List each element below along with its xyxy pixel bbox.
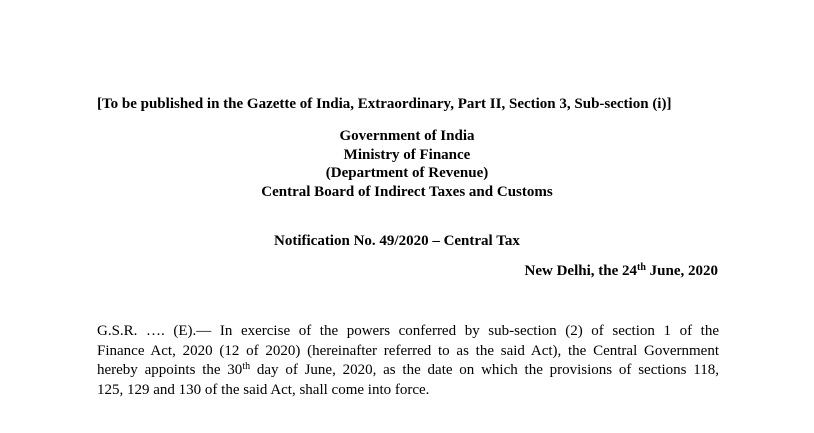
dateline-rest: June, 2020 xyxy=(645,263,718,279)
dateline-prefix: New Delhi, the 24 xyxy=(524,263,637,279)
department-name: (Department of Revenue) xyxy=(325,165,489,182)
board-name: Central Board of Indirect Taxes and Customs xyxy=(261,183,553,200)
body-line-3-suffix: th xyxy=(242,361,251,372)
ministry-name: Ministry of Finance xyxy=(343,146,471,163)
body-line-2: Finance Act, 2020 (12 of 2020) (hereinafter referred to as the said Act), the Central Government xyxy=(97,342,719,359)
place-and-date xyxy=(525,262,719,280)
gazette-publication-note: [To be published in the Gazette of India, Extraordinary, Part II, Section 3, Sub-section (i)] xyxy=(97,96,672,112)
dateline-day-suffix: th xyxy=(637,262,646,273)
issuing-authority-block xyxy=(0,127,814,201)
government-name: Government of India xyxy=(339,128,475,144)
body-line-3-rest: day of June, 2020, as the date on which the provisions of sections 118, xyxy=(250,362,719,378)
notification-number: Notification No. 49/2020 – Central Tax xyxy=(274,233,520,249)
body-line-3-prefix: hereby appoints the 30 xyxy=(97,362,243,378)
body-line-4: 125, 129 and 130 of the said Act, shall come into force. xyxy=(97,381,430,398)
notification-body xyxy=(97,322,719,400)
body-line-1: G.S.R. …. (E).— In exercise of the powers conferred by sub-section (2) of section 1 of the xyxy=(97,323,719,339)
body-line-3 xyxy=(97,361,719,381)
